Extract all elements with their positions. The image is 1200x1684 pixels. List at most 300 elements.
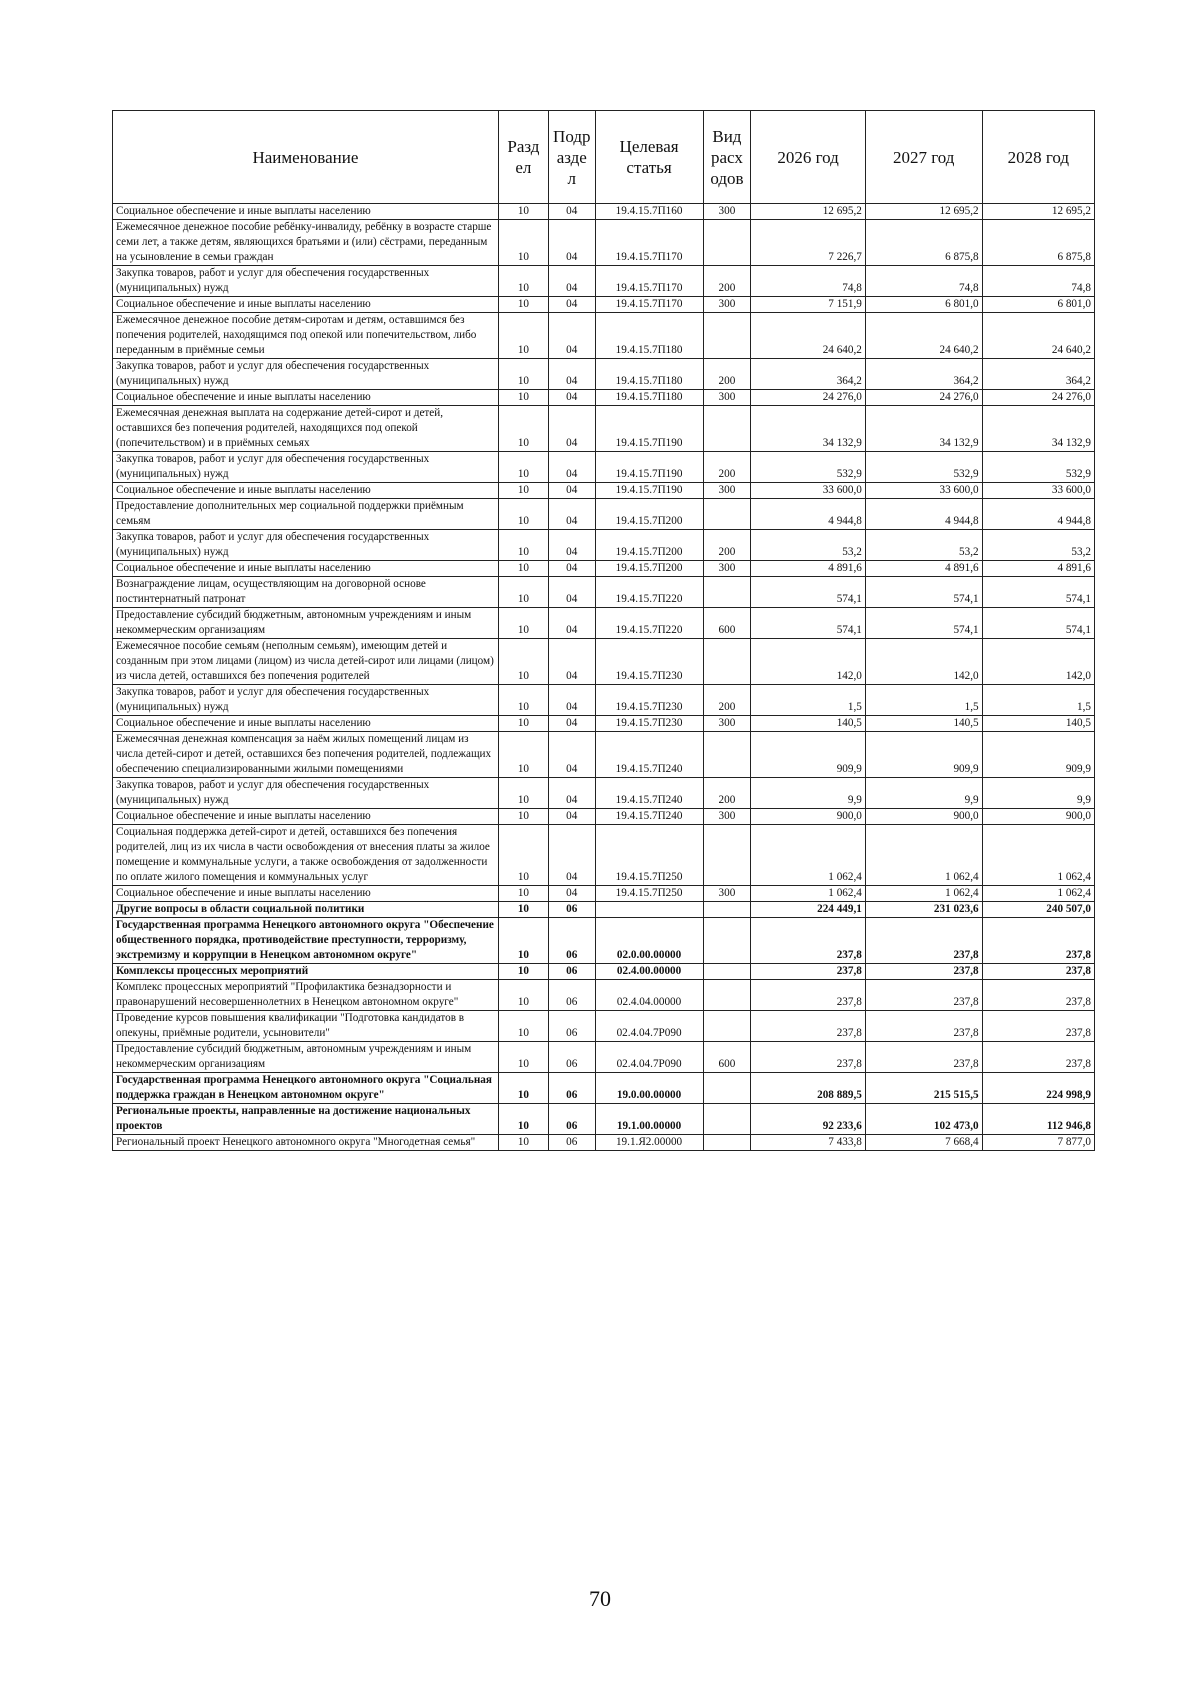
- row-value-2026-cell: 1 062,4: [751, 886, 866, 902]
- row-target-article-cell: 19.1.Я2.00000: [595, 1135, 703, 1151]
- row-razdel-cell: 10: [498, 918, 548, 964]
- row-value-2027-cell: 237,8: [865, 1042, 982, 1073]
- row-value-2028-cell: 4 891,6: [982, 561, 1094, 577]
- table-row: [113, 1042, 1095, 1073]
- row-target-article-cell: 02.0.00.00000: [595, 918, 703, 964]
- row-expense-type-cell: [703, 918, 751, 964]
- table-row: [113, 886, 1095, 902]
- row-podrazdel-cell: 04: [548, 313, 595, 359]
- row-name-cell: Проведение курсов повышения квалификации "Подготовка кандидатов в опекуны, приёмные родители, усыновители": [113, 1011, 499, 1042]
- table-row: [113, 809, 1095, 825]
- table-row: [113, 716, 1095, 732]
- row-expense-type-cell: [703, 964, 751, 980]
- row-name-cell: Комплекс процессных мероприятий "Профилактика безнадзорности и правонарушений несовершеннолетних в Ненецком автономном округе": [113, 980, 499, 1011]
- table-header-row: [113, 111, 1095, 204]
- row-name-cell: Ежемесячное пособие семьям (неполным семьям), имеющим детей и созданным при этом лицами (лицом) из числа детей-сирот или лицами (лицом) из числа детей, оставшихся без попечения родителей: [113, 639, 499, 685]
- row-razdel-cell: 10: [498, 530, 548, 561]
- row-expense-type-cell: [703, 639, 751, 685]
- row-name-cell: Государственная программа Ненецкого автономного округа "Социальная поддержка граждан в Ненецком автономном округе": [113, 1073, 499, 1104]
- row-value-2027-cell: 237,8: [865, 1011, 982, 1042]
- table-row: [113, 220, 1095, 266]
- row-name-cell: Другие вопросы в области социальной политики: [113, 902, 499, 918]
- table-row: [113, 266, 1095, 297]
- row-value-2028-cell: 237,8: [982, 964, 1094, 980]
- row-target-article-cell: 19.4.15.7П170: [595, 297, 703, 313]
- row-expense-type-cell: [703, 499, 751, 530]
- row-podrazdel-cell: 04: [548, 809, 595, 825]
- table-row: [113, 297, 1095, 313]
- row-name-cell: Закупка товаров, работ и услуг для обеспечения государственных (муниципальных) нужд: [113, 530, 499, 561]
- table-row: [113, 608, 1095, 639]
- row-target-article-cell: 19.4.15.7П230: [595, 685, 703, 716]
- row-expense-type-cell: [703, 1073, 751, 1104]
- row-target-article-cell: 19.4.15.7П250: [595, 825, 703, 886]
- row-target-article-cell: 19.4.15.7П230: [595, 639, 703, 685]
- row-value-2028-cell: 909,9: [982, 732, 1094, 778]
- row-value-2027-cell: 237,8: [865, 964, 982, 980]
- row-value-2026-cell: 1 062,4: [751, 825, 866, 886]
- table-row: [113, 902, 1095, 918]
- table-row: [113, 1104, 1095, 1135]
- row-value-2026-cell: 12 695,2: [751, 204, 866, 220]
- row-name-cell: Закупка товаров, работ и услуг для обеспечения государственных (муниципальных) нужд: [113, 266, 499, 297]
- row-razdel-cell: 10: [498, 1135, 548, 1151]
- row-name-cell: Социальное обеспечение и иные выплаты населению: [113, 886, 499, 902]
- row-value-2028-cell: 112 946,8: [982, 1104, 1094, 1135]
- row-value-2026-cell: 574,1: [751, 608, 866, 639]
- row-value-2028-cell: 237,8: [982, 1042, 1094, 1073]
- row-razdel-cell: 10: [498, 980, 548, 1011]
- row-podrazdel-cell: 04: [548, 220, 595, 266]
- row-value-2027-cell: 4 891,6: [865, 561, 982, 577]
- row-podrazdel-cell: 04: [548, 561, 595, 577]
- row-value-2027-cell: 9,9: [865, 778, 982, 809]
- row-podrazdel-cell: 04: [548, 390, 595, 406]
- row-name-cell: Предоставление субсидий бюджетным, автономным учреждениям и иным некоммерческим организациям: [113, 608, 499, 639]
- row-value-2027-cell: 7 668,4: [865, 1135, 982, 1151]
- row-value-2026-cell: 4 891,6: [751, 561, 866, 577]
- row-value-2027-cell: 12 695,2: [865, 204, 982, 220]
- row-name-cell: Государственная программа Ненецкого автономного округа "Обеспечение общественного порядка, противодействие преступности, терроризму, экстремизму и коррупции в Ненецком автономном округе": [113, 918, 499, 964]
- row-target-article-cell: 02.4.04.00000: [595, 980, 703, 1011]
- row-value-2028-cell: 74,8: [982, 266, 1094, 297]
- row-name-cell: Комплексы процессных мероприятий: [113, 964, 499, 980]
- row-razdel-cell: 10: [498, 577, 548, 608]
- row-value-2028-cell: 4 944,8: [982, 499, 1094, 530]
- row-value-2026-cell: 142,0: [751, 639, 866, 685]
- row-name-cell: Ежемесячное денежное пособие ребёнку-инвалиду, ребёнку в возрасте старше семи лет, а также детям, являющихся братьями и (или) сёстрами, переданным на усыновление в семьи граждан: [113, 220, 499, 266]
- row-name-cell: Закупка товаров, работ и услуг для обеспечения государственных (муниципальных) нужд: [113, 359, 499, 390]
- row-target-article-cell: 19.4.15.7П240: [595, 732, 703, 778]
- row-value-2026-cell: 574,1: [751, 577, 866, 608]
- row-value-2027-cell: 24 276,0: [865, 390, 982, 406]
- row-expense-type-cell: 200: [703, 452, 751, 483]
- row-name-cell: Социальное обеспечение и иные выплаты населению: [113, 716, 499, 732]
- row-value-2027-cell: 6 801,0: [865, 297, 982, 313]
- row-value-2028-cell: 53,2: [982, 530, 1094, 561]
- row-value-2026-cell: 364,2: [751, 359, 866, 390]
- row-value-2028-cell: 142,0: [982, 639, 1094, 685]
- row-target-article-cell: 19.4.15.7П200: [595, 530, 703, 561]
- row-podrazdel-cell: 06: [548, 1073, 595, 1104]
- row-value-2028-cell: 574,1: [982, 608, 1094, 639]
- row-value-2027-cell: 34 132,9: [865, 406, 982, 452]
- row-target-article-cell: 19.4.15.7П190: [595, 452, 703, 483]
- row-razdel-cell: 10: [498, 561, 548, 577]
- row-expense-type-cell: 300: [703, 809, 751, 825]
- row-podrazdel-cell: 06: [548, 918, 595, 964]
- row-target-article-cell: 19.4.15.7П170: [595, 220, 703, 266]
- row-value-2027-cell: 4 944,8: [865, 499, 982, 530]
- row-expense-type-cell: 600: [703, 608, 751, 639]
- header-target-article: Целевая статья: [595, 111, 703, 204]
- table-row: [113, 825, 1095, 886]
- table-row: [113, 204, 1095, 220]
- table-row: [113, 561, 1095, 577]
- row-name-cell: Региональные проекты, направленные на достижение национальных проектов: [113, 1104, 499, 1135]
- table-row: [113, 313, 1095, 359]
- row-value-2026-cell: 237,8: [751, 1042, 866, 1073]
- row-value-2026-cell: 24 276,0: [751, 390, 866, 406]
- row-expense-type-cell: [703, 1135, 751, 1151]
- row-value-2026-cell: 92 233,6: [751, 1104, 866, 1135]
- row-name-cell: Закупка товаров, работ и услуг для обеспечения государственных (муниципальных) нужд: [113, 778, 499, 809]
- row-target-article-cell: 19.4.15.7П180: [595, 313, 703, 359]
- row-value-2026-cell: 909,9: [751, 732, 866, 778]
- row-value-2026-cell: 237,8: [751, 918, 866, 964]
- table-row: [113, 1135, 1095, 1151]
- table-row: [113, 964, 1095, 980]
- row-value-2028-cell: 224 998,9: [982, 1073, 1094, 1104]
- row-target-article-cell: 19.0.00.00000: [595, 1073, 703, 1104]
- row-value-2026-cell: 4 944,8: [751, 499, 866, 530]
- row-value-2027-cell: 53,2: [865, 530, 982, 561]
- row-podrazdel-cell: 04: [548, 266, 595, 297]
- row-value-2028-cell: 34 132,9: [982, 406, 1094, 452]
- row-value-2027-cell: 74,8: [865, 266, 982, 297]
- row-value-2027-cell: 102 473,0: [865, 1104, 982, 1135]
- row-target-article-cell: 19.4.15.7П220: [595, 577, 703, 608]
- row-value-2028-cell: 6 801,0: [982, 297, 1094, 313]
- row-target-article-cell: 19.4.15.7П240: [595, 778, 703, 809]
- row-value-2028-cell: 6 875,8: [982, 220, 1094, 266]
- row-name-cell: Социальное обеспечение и иные выплаты населению: [113, 204, 499, 220]
- row-value-2026-cell: 7 151,9: [751, 297, 866, 313]
- row-target-article-cell: 19.4.15.7П200: [595, 561, 703, 577]
- row-value-2026-cell: 53,2: [751, 530, 866, 561]
- row-target-article-cell: 19.4.15.7П200: [595, 499, 703, 530]
- row-expense-type-cell: 200: [703, 359, 751, 390]
- row-razdel-cell: 10: [498, 825, 548, 886]
- row-razdel-cell: 10: [498, 639, 548, 685]
- row-expense-type-cell: 300: [703, 886, 751, 902]
- row-name-cell: Закупка товаров, работ и услуг для обеспечения государственных (муниципальных) нужд: [113, 685, 499, 716]
- row-podrazdel-cell: 06: [548, 1042, 595, 1073]
- row-name-cell: Социальная поддержка детей-сирот и детей, оставшихся без попечения родителей, лиц из их числа в части освобождения от внесения платы за жилое помещение и коммунальные услуги, а также освобождения от задолженности по оплате жилого помещения и коммунальных услуг: [113, 825, 499, 886]
- row-value-2028-cell: 240 507,0: [982, 902, 1094, 918]
- row-value-2027-cell: 1 062,4: [865, 886, 982, 902]
- row-razdel-cell: 10: [498, 716, 548, 732]
- row-value-2027-cell: 24 640,2: [865, 313, 982, 359]
- row-target-article-cell: 19.4.15.7П250: [595, 886, 703, 902]
- table-row: [113, 359, 1095, 390]
- row-name-cell: Социальное обеспечение и иные выплаты населению: [113, 390, 499, 406]
- budget-table-container: [112, 110, 1095, 1151]
- row-value-2026-cell: 140,5: [751, 716, 866, 732]
- row-value-2027-cell: 33 600,0: [865, 483, 982, 499]
- table-body: [113, 204, 1095, 1151]
- table-row: [113, 406, 1095, 452]
- row-razdel-cell: 10: [498, 204, 548, 220]
- row-value-2028-cell: 532,9: [982, 452, 1094, 483]
- row-razdel-cell: 10: [498, 313, 548, 359]
- row-expense-type-cell: 200: [703, 266, 751, 297]
- row-name-cell: Социальное обеспечение и иные выплаты населению: [113, 561, 499, 577]
- row-expense-type-cell: [703, 732, 751, 778]
- row-expense-type-cell: 200: [703, 530, 751, 561]
- row-name-cell: Социальное обеспечение и иные выплаты населению: [113, 483, 499, 499]
- row-value-2028-cell: 1 062,4: [982, 886, 1094, 902]
- row-razdel-cell: 10: [498, 778, 548, 809]
- row-podrazdel-cell: 04: [548, 685, 595, 716]
- row-name-cell: Закупка товаров, работ и услуг для обеспечения государственных (муниципальных) нужд: [113, 452, 499, 483]
- row-value-2026-cell: 7 433,8: [751, 1135, 866, 1151]
- row-value-2026-cell: 224 449,1: [751, 902, 866, 918]
- row-expense-type-cell: [703, 406, 751, 452]
- row-value-2026-cell: 7 226,7: [751, 220, 866, 266]
- header-podrazdel: Подр азде л: [548, 111, 595, 204]
- row-value-2028-cell: 24 276,0: [982, 390, 1094, 406]
- row-podrazdel-cell: 04: [548, 577, 595, 608]
- row-value-2026-cell: 33 600,0: [751, 483, 866, 499]
- row-value-2028-cell: 237,8: [982, 918, 1094, 964]
- row-podrazdel-cell: 04: [548, 732, 595, 778]
- row-expense-type-cell: 200: [703, 778, 751, 809]
- row-target-article-cell: 19.4.15.7П190: [595, 483, 703, 499]
- row-podrazdel-cell: 04: [548, 499, 595, 530]
- row-target-article-cell: 19.4.15.7П180: [595, 359, 703, 390]
- row-value-2028-cell: 237,8: [982, 1011, 1094, 1042]
- row-value-2027-cell: 532,9: [865, 452, 982, 483]
- header-name: Наименование: [113, 111, 499, 204]
- row-name-cell: Предоставление субсидий бюджетным, автономным учреждениям и иным некоммерческим организациям: [113, 1042, 499, 1073]
- table-row: [113, 685, 1095, 716]
- row-podrazdel-cell: 04: [548, 204, 595, 220]
- row-expense-type-cell: 300: [703, 716, 751, 732]
- row-value-2026-cell: 237,8: [751, 964, 866, 980]
- row-podrazdel-cell: 06: [548, 902, 595, 918]
- row-razdel-cell: 10: [498, 902, 548, 918]
- row-podrazdel-cell: 04: [548, 886, 595, 902]
- row-value-2028-cell: 574,1: [982, 577, 1094, 608]
- row-expense-type-cell: 300: [703, 483, 751, 499]
- row-value-2028-cell: 7 877,0: [982, 1135, 1094, 1151]
- page-number: 70: [589, 1586, 611, 1611]
- row-expense-type-cell: [703, 1011, 751, 1042]
- row-value-2028-cell: 364,2: [982, 359, 1094, 390]
- row-target-article-cell: 19.4.15.7П230: [595, 716, 703, 732]
- table-row: [113, 452, 1095, 483]
- row-razdel-cell: 10: [498, 406, 548, 452]
- row-target-article-cell: 19.4.15.7П180: [595, 390, 703, 406]
- row-target-article-cell: [595, 902, 703, 918]
- row-target-article-cell: 02.4.04.7Р090: [595, 1042, 703, 1073]
- row-podrazdel-cell: 06: [548, 964, 595, 980]
- row-value-2028-cell: 12 695,2: [982, 204, 1094, 220]
- row-razdel-cell: 10: [498, 732, 548, 778]
- row-value-2027-cell: 1,5: [865, 685, 982, 716]
- row-value-2026-cell: 1,5: [751, 685, 866, 716]
- table-row: [113, 499, 1095, 530]
- row-podrazdel-cell: 04: [548, 406, 595, 452]
- row-razdel-cell: 10: [498, 452, 548, 483]
- row-target-article-cell: 19.4.15.7П220: [595, 608, 703, 639]
- row-razdel-cell: 10: [498, 390, 548, 406]
- row-expense-type-cell: [703, 825, 751, 886]
- row-podrazdel-cell: 04: [548, 639, 595, 685]
- table-row: [113, 1073, 1095, 1104]
- row-expense-type-cell: [703, 980, 751, 1011]
- row-value-2026-cell: 74,8: [751, 266, 866, 297]
- header-year-2027: 2027 год: [865, 111, 982, 204]
- row-razdel-cell: 10: [498, 297, 548, 313]
- header-year-2028: 2028 год: [982, 111, 1094, 204]
- row-razdel-cell: 10: [498, 964, 548, 980]
- row-target-article-cell: 19.4.15.7П240: [595, 809, 703, 825]
- row-podrazdel-cell: 04: [548, 359, 595, 390]
- row-target-article-cell: 02.4.00.00000: [595, 964, 703, 980]
- row-podrazdel-cell: 04: [548, 608, 595, 639]
- row-name-cell: Социальное обеспечение и иные выплаты населению: [113, 809, 499, 825]
- table-row: [113, 390, 1095, 406]
- row-podrazdel-cell: 06: [548, 1135, 595, 1151]
- row-podrazdel-cell: 04: [548, 530, 595, 561]
- row-razdel-cell: 10: [498, 809, 548, 825]
- row-razdel-cell: 10: [498, 608, 548, 639]
- row-value-2026-cell: 24 640,2: [751, 313, 866, 359]
- row-razdel-cell: 10: [498, 266, 548, 297]
- row-value-2026-cell: 34 132,9: [751, 406, 866, 452]
- table-row: [113, 639, 1095, 685]
- table-row: [113, 918, 1095, 964]
- row-expense-type-cell: [703, 220, 751, 266]
- header-year-2026: 2026 год: [751, 111, 866, 204]
- table-row: [113, 577, 1095, 608]
- row-value-2026-cell: 208 889,5: [751, 1073, 866, 1104]
- row-value-2028-cell: 140,5: [982, 716, 1094, 732]
- row-name-cell: Предоставление дополнительных мер социальной поддержки приёмным семьям: [113, 499, 499, 530]
- row-razdel-cell: 10: [498, 685, 548, 716]
- row-name-cell: Ежемесячная денежная выплата на содержание детей-сирот и детей, оставшихся без попечения родителей, находящихся под опекой (попечительством) и в приёмных семьях: [113, 406, 499, 452]
- row-value-2026-cell: 9,9: [751, 778, 866, 809]
- row-expense-type-cell: 300: [703, 297, 751, 313]
- row-expense-type-cell: 300: [703, 561, 751, 577]
- row-value-2027-cell: 215 515,5: [865, 1073, 982, 1104]
- row-razdel-cell: 10: [498, 886, 548, 902]
- row-value-2028-cell: 900,0: [982, 809, 1094, 825]
- row-podrazdel-cell: 06: [548, 980, 595, 1011]
- table-row: [113, 980, 1095, 1011]
- table-row: [113, 483, 1095, 499]
- row-name-cell: Ежемесячное денежное пособие детям-сиротам и детям, оставшимся без попечения родителей, находящимся под опекой или попечительством, либо переданным в приёмные семьи: [113, 313, 499, 359]
- row-value-2028-cell: 9,9: [982, 778, 1094, 809]
- row-razdel-cell: 10: [498, 359, 548, 390]
- row-razdel-cell: 10: [498, 483, 548, 499]
- row-target-article-cell: 19.4.15.7П160: [595, 204, 703, 220]
- row-value-2027-cell: 1 062,4: [865, 825, 982, 886]
- row-value-2027-cell: 237,8: [865, 918, 982, 964]
- row-podrazdel-cell: 04: [548, 452, 595, 483]
- row-value-2027-cell: 142,0: [865, 639, 982, 685]
- row-value-2028-cell: 1 062,4: [982, 825, 1094, 886]
- row-expense-type-cell: 600: [703, 1042, 751, 1073]
- row-expense-type-cell: [703, 313, 751, 359]
- row-value-2026-cell: 237,8: [751, 1011, 866, 1042]
- header-razdel: Разд ел: [498, 111, 548, 204]
- table-row: [113, 1011, 1095, 1042]
- row-podrazdel-cell: 06: [548, 1104, 595, 1135]
- row-value-2028-cell: 24 640,2: [982, 313, 1094, 359]
- row-name-cell: Ежемесячная денежная компенсация за наём жилых помещений лицам из числа детей-сирот и детей, оставшихся без попечения родителей, подлежащих обеспечению специализированными жилыми помещениями: [113, 732, 499, 778]
- row-razdel-cell: 10: [498, 1104, 548, 1135]
- row-value-2027-cell: 900,0: [865, 809, 982, 825]
- row-podrazdel-cell: 04: [548, 716, 595, 732]
- budget-table: [112, 110, 1095, 1151]
- row-razdel-cell: 10: [498, 499, 548, 530]
- row-expense-type-cell: [703, 1104, 751, 1135]
- table-row: [113, 732, 1095, 778]
- row-expense-type-cell: 300: [703, 204, 751, 220]
- row-target-article-cell: 19.4.15.7П190: [595, 406, 703, 452]
- row-value-2027-cell: 574,1: [865, 608, 982, 639]
- row-value-2028-cell: 1,5: [982, 685, 1094, 716]
- row-razdel-cell: 10: [498, 220, 548, 266]
- row-target-article-cell: 19.4.15.7П170: [595, 266, 703, 297]
- header-expense-type: Вид расх одов: [703, 111, 751, 204]
- row-value-2027-cell: 237,8: [865, 980, 982, 1011]
- row-razdel-cell: 10: [498, 1011, 548, 1042]
- row-value-2026-cell: 900,0: [751, 809, 866, 825]
- row-podrazdel-cell: 04: [548, 778, 595, 809]
- row-value-2026-cell: 532,9: [751, 452, 866, 483]
- row-expense-type-cell: [703, 902, 751, 918]
- row-razdel-cell: 10: [498, 1073, 548, 1104]
- row-target-article-cell: 02.4.04.7Р090: [595, 1011, 703, 1042]
- row-name-cell: Социальное обеспечение и иные выплаты населению: [113, 297, 499, 313]
- row-expense-type-cell: [703, 577, 751, 608]
- row-podrazdel-cell: 04: [548, 483, 595, 499]
- table-row: [113, 530, 1095, 561]
- row-value-2027-cell: 574,1: [865, 577, 982, 608]
- row-value-2027-cell: 140,5: [865, 716, 982, 732]
- row-expense-type-cell: 200: [703, 685, 751, 716]
- row-podrazdel-cell: 04: [548, 297, 595, 313]
- row-value-2027-cell: 6 875,8: [865, 220, 982, 266]
- row-value-2027-cell: 231 023,6: [865, 902, 982, 918]
- row-name-cell: Региональный проект Ненецкого автономного округа "Многодетная семья": [113, 1135, 499, 1151]
- row-value-2028-cell: 33 600,0: [982, 483, 1094, 499]
- row-razdel-cell: 10: [498, 1042, 548, 1073]
- row-value-2027-cell: 364,2: [865, 359, 982, 390]
- row-value-2026-cell: 237,8: [751, 980, 866, 1011]
- row-value-2028-cell: 237,8: [982, 980, 1094, 1011]
- row-name-cell: Вознаграждение лицам, осуществляющим на договорной основе постинтернатный патронат: [113, 577, 499, 608]
- row-expense-type-cell: 300: [703, 390, 751, 406]
- table-row: [113, 778, 1095, 809]
- row-value-2027-cell: 909,9: [865, 732, 982, 778]
- row-target-article-cell: 19.1.00.00000: [595, 1104, 703, 1135]
- row-podrazdel-cell: 04: [548, 825, 595, 886]
